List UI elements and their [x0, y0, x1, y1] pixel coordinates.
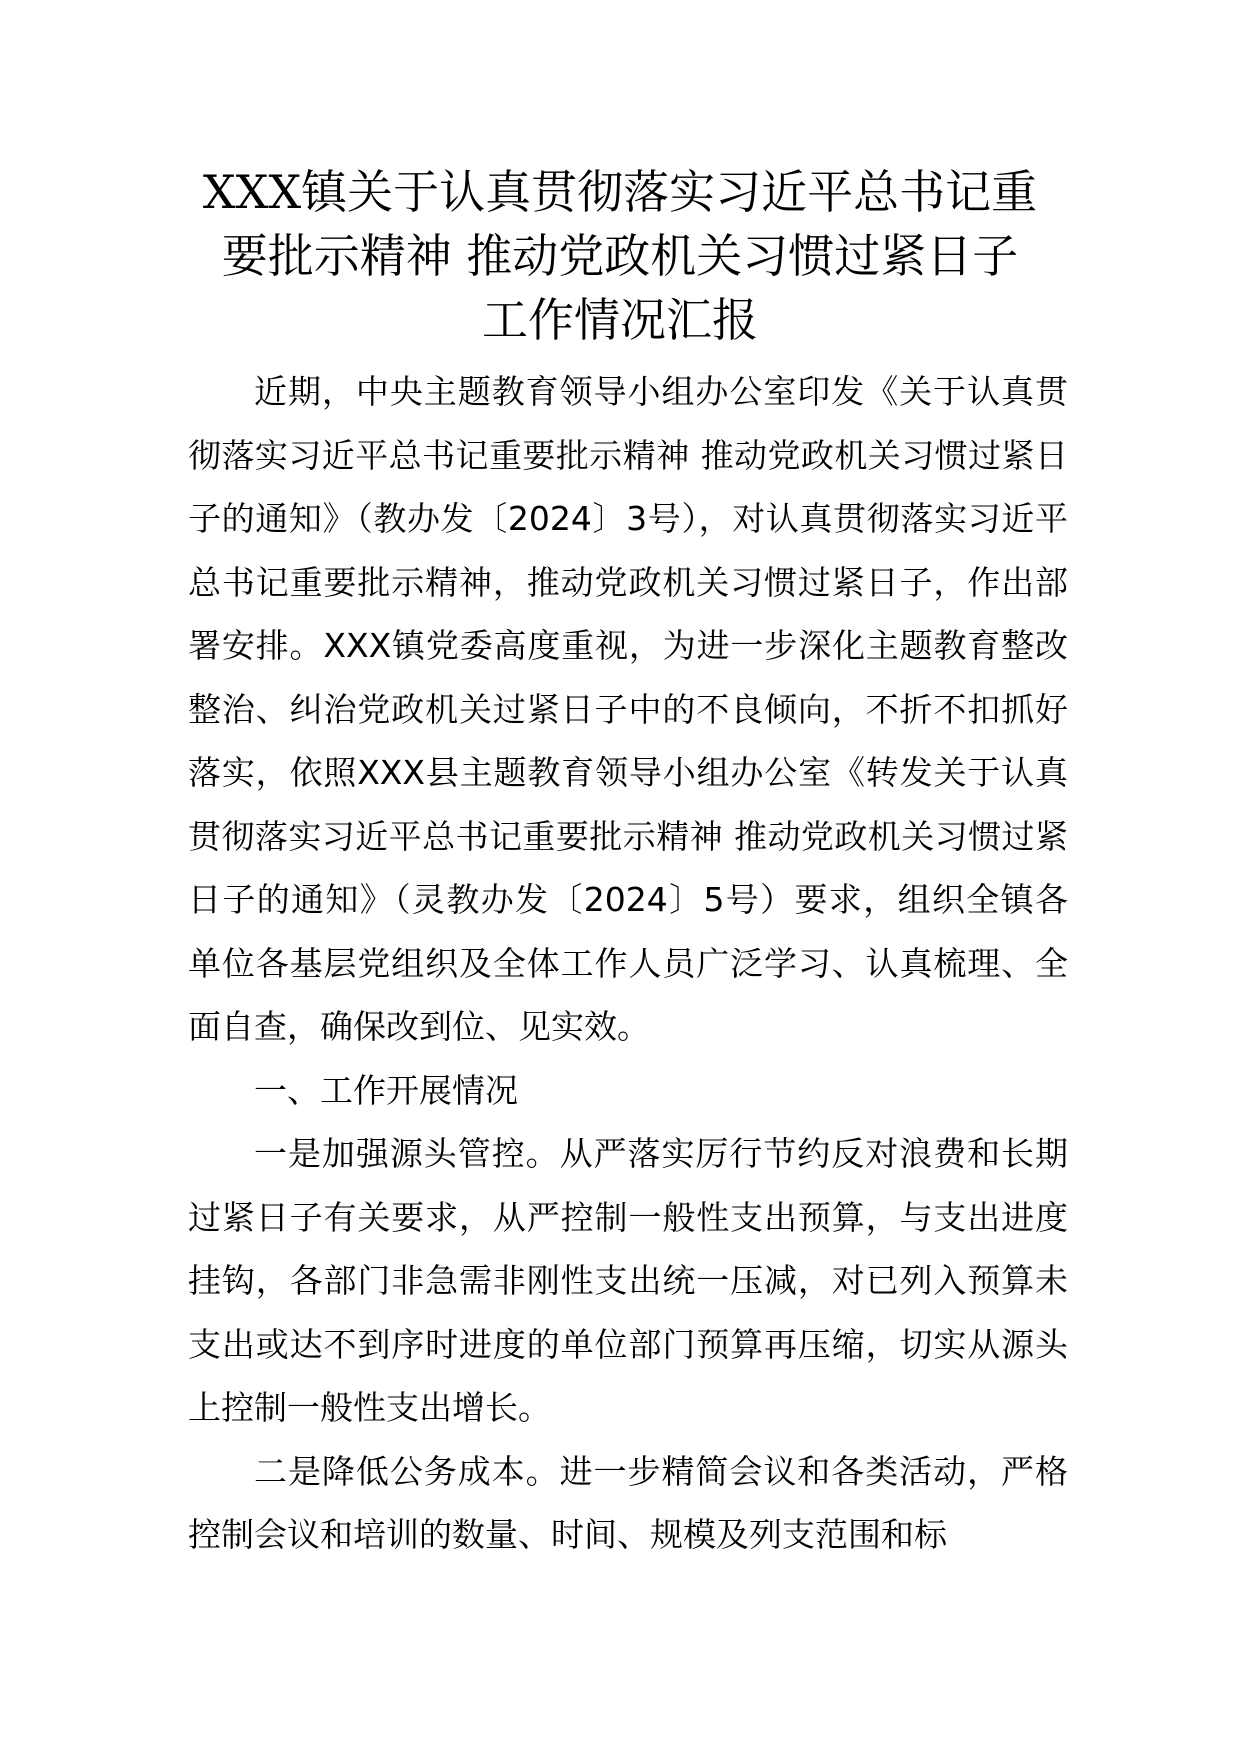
point-reduce-costs-paragraph: 二是降低公务成本。进一步精简会议和各类活动，严格控制会议和培训的数量、时间、规模及列支范围和标: [188, 1451, 1068, 1554]
title-line-1: XXX镇关于认真贯彻落实习近平总书记重: [202, 165, 1038, 219]
intro-paragraph: 近期，中央主题教育领导小组办公室印发《关于认真贯彻落实习近平总书记重要批示精神 推动党政机关习惯过紧日子的通知》（教办发〔2024〕3号），对认真贯彻落实习近平总书记重要批示精神，推动党政机关习惯过紧日子，作出部署安排。XXX镇党委高度重视，为进一步深化主题教育整改整治、纠治党政机关过紧日子中的不良倾向，不折不扣抓好落实，依照XXX县主题教育领导小组办公室《转发关于认真贯彻落实习近平总书记重要批示精神 推动党政机关习惯过紧日子的通知》（灵教办发〔2024〕5号）要求，组织全镇各单位各基层党组织及全体工作人员广泛学习、认真梳理、全面自查，确保改到位、见实效。: [188, 372, 1068, 1046]
title-line-2: 要批示精神 推动党政机关习惯过紧日子: [221, 229, 1019, 283]
point-source-control-paragraph: 一是加强源头管控。从严落实厉行节约反对浪费和长期过紧日子有关要求，从严控制一般性支出预算，与支出进度挂钩，各部门非急需非刚性支出统一压减，对已列入预算未支出或达不到序时进度的单位部门预算再压缩，切实从源头上控制一般性支出增长。: [188, 1134, 1068, 1427]
document-title: [180, 160, 1060, 352]
title-line-3: 工作情况汇报: [482, 293, 758, 347]
document-body: [188, 360, 1068, 1567]
section-heading-work-status: 一、工作开展情况: [254, 1070, 518, 1110]
